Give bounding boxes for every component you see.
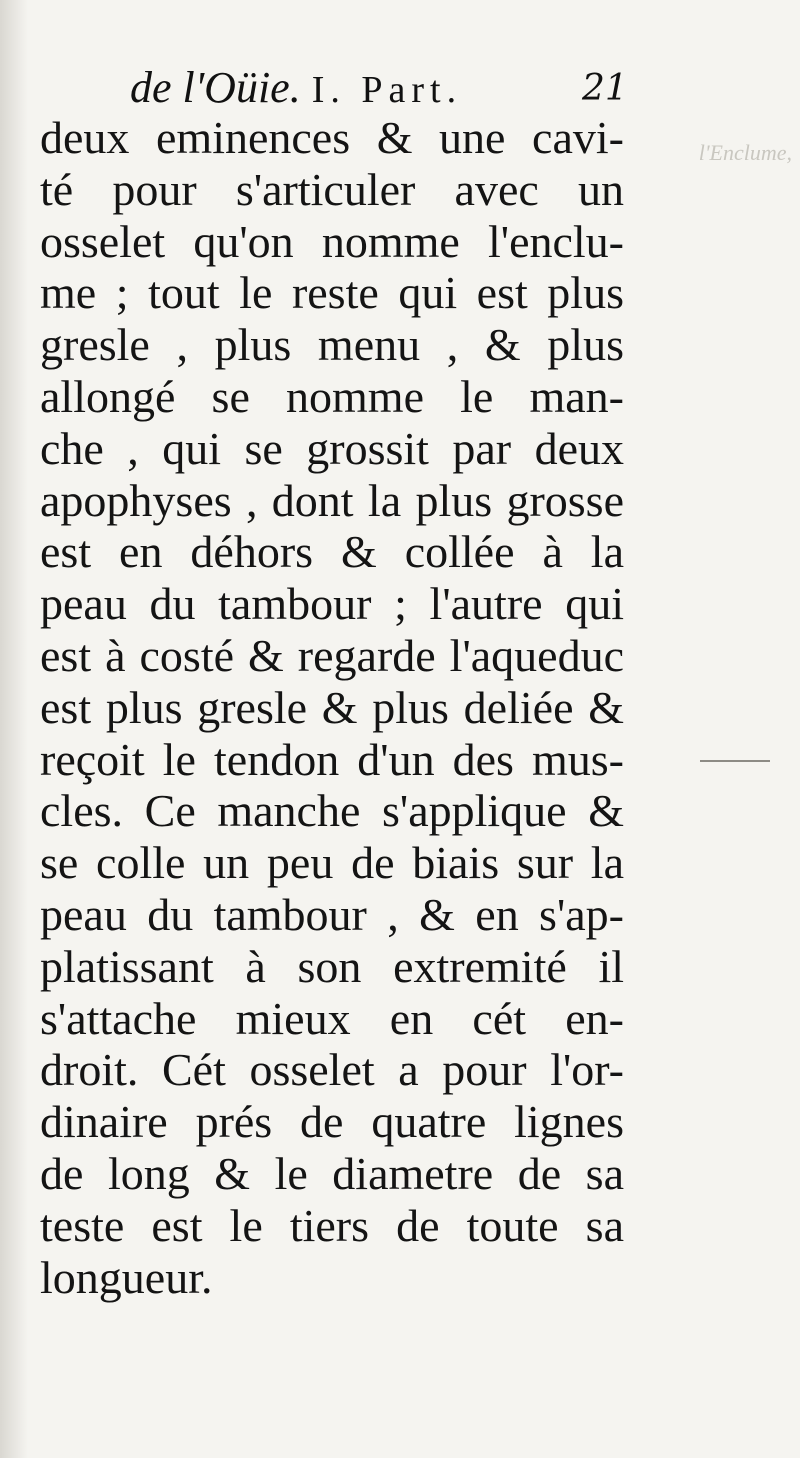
text-line: platissant à son extremité il bbox=[40, 940, 624, 992]
text-line: dinaire prés de quatre lignes bbox=[40, 1096, 624, 1148]
text-line: reçoit le tendon d'un des mus- bbox=[40, 733, 624, 785]
text-line: apophyses , dont la plus grosse bbox=[40, 474, 624, 526]
running-title: de l'Oüie. bbox=[130, 63, 301, 112]
text-line: est en déhors & collée à la bbox=[40, 526, 624, 578]
text-line: teste est le tiers de toute sa bbox=[40, 1199, 624, 1251]
text-line: peau du tambour ; l'autre qui bbox=[40, 578, 624, 630]
text-line: cles. Ce manche s'applique & bbox=[40, 785, 624, 837]
text-line: che , qui se grossit par deux bbox=[40, 422, 624, 474]
text-line: s'attache mieux en cét en- bbox=[40, 992, 624, 1044]
text-line: longueur. bbox=[40, 1251, 213, 1303]
text-line: est plus gresle & plus deliée & bbox=[40, 681, 624, 733]
text-line: gresle , plus menu , & plus bbox=[40, 319, 624, 371]
text-line: me ; tout le reste qui est plus bbox=[40, 267, 624, 319]
text-line: deux eminences & une cavi- bbox=[40, 112, 624, 163]
ink-mark bbox=[700, 760, 770, 762]
text-line: allongé se nomme le man- bbox=[40, 370, 624, 422]
text-line: est à costé & regarde l'aqueduc bbox=[40, 629, 624, 681]
text-line: se colle un peu de biais sur la bbox=[40, 837, 624, 889]
text-line: peau du tambour , & en s'ap- bbox=[40, 888, 624, 940]
show-through-text: l'Enclume, bbox=[698, 140, 792, 165]
text-line: osselet qu'on nomme l'enclu- bbox=[40, 215, 624, 267]
part-label: I. Part. bbox=[311, 69, 463, 111]
page-number: 21 bbox=[582, 68, 628, 109]
text-line: té pour s'articuler avec un bbox=[40, 163, 624, 215]
text-line: droit. Cét osselet a pour l'or- bbox=[40, 1044, 624, 1096]
body-text bbox=[40, 112, 624, 1303]
text-line: de long & le diametre de sa bbox=[40, 1147, 624, 1199]
running-head bbox=[130, 62, 462, 113]
spine-shadow bbox=[0, 0, 28, 1458]
